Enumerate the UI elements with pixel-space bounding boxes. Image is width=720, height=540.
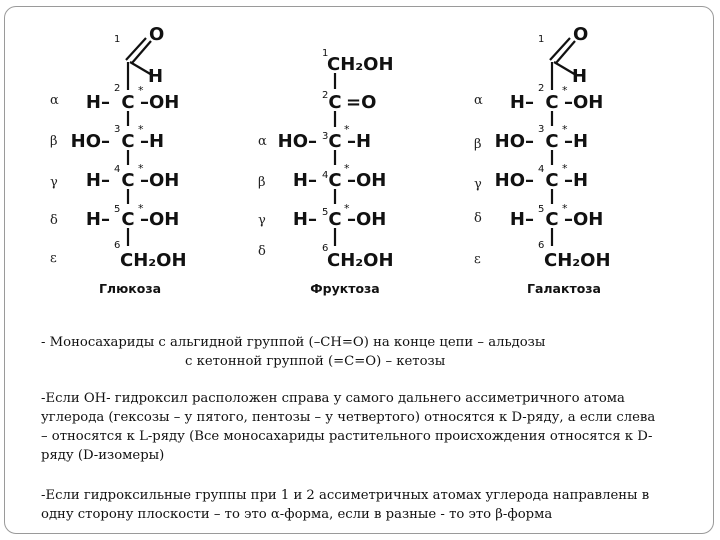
- chiral-star: *: [562, 202, 568, 215]
- carbon-number: 6: [322, 243, 329, 254]
- carbon-number: 3: [322, 131, 329, 142]
- greek-label: γ: [474, 177, 482, 192]
- greek-label: ε: [474, 252, 481, 267]
- carbon-number: 4: [322, 170, 329, 181]
- carbon-atom: C: [328, 92, 342, 113]
- chiral-star: *: [562, 162, 568, 175]
- chiral-star: *: [138, 84, 144, 97]
- substituent-right: –H: [564, 131, 589, 152]
- aldehyde-hydrogen: H: [148, 66, 164, 87]
- sugar-name: Фруктоза: [310, 281, 380, 296]
- carbon-number: 1: [322, 48, 329, 59]
- carbon-atom: C: [328, 131, 342, 152]
- substituent-right: –H: [347, 131, 372, 152]
- carbon-number: 4: [114, 164, 121, 175]
- carbon-atom: CH₂OH: [120, 250, 187, 271]
- carbon-number: 5: [114, 204, 121, 215]
- chiral-star: *: [138, 202, 144, 215]
- carbon-atom: CH₂OH: [544, 250, 611, 271]
- substituent-right: –OH: [347, 209, 387, 230]
- note-dl-series-line4: ряду (D-изомеры): [41, 448, 165, 463]
- note-dl-series-line1: -Если OH- гидроксил расположен справа у самого дальнего ассиметричного атома: [41, 391, 625, 406]
- greek-label: β: [50, 134, 58, 149]
- chiral-star: *: [344, 162, 350, 175]
- greek-label: δ: [50, 213, 58, 228]
- substituent-left: HO–: [494, 170, 534, 191]
- greek-label: α: [258, 134, 267, 149]
- greek-label: β: [258, 175, 266, 190]
- carbon-number: 2: [538, 83, 545, 94]
- chiral-star: *: [562, 123, 568, 136]
- sugar-name: Глюкоза: [98, 281, 162, 296]
- substituent-right: –OH: [140, 209, 180, 230]
- carbon-number: 5: [538, 204, 545, 215]
- substituent-left: H–: [509, 209, 534, 230]
- greek-label: γ: [50, 175, 58, 190]
- carbon-atom: C: [545, 92, 559, 113]
- substituent-right: –H: [140, 131, 165, 152]
- greek-label: α: [50, 93, 59, 108]
- substituent-right: –H: [564, 170, 589, 191]
- greek-label: α: [474, 93, 483, 108]
- chiral-star: *: [344, 202, 350, 215]
- carbon-number: 4: [538, 164, 545, 175]
- substituent-left: H–: [509, 92, 534, 113]
- carbon-atom: CH₂OH: [327, 250, 394, 271]
- carbon-number: 5: [322, 207, 329, 218]
- substituent-right: –OH: [347, 170, 387, 191]
- carbon-atom: C: [545, 170, 559, 191]
- glucose-structure: [50, 24, 187, 296]
- chiral-star: *: [138, 123, 144, 136]
- greek-label: ε: [50, 251, 57, 266]
- substituent-right: –OH: [140, 170, 180, 191]
- substituent-left: HO–: [70, 131, 110, 152]
- chiral-star: *: [562, 84, 568, 97]
- chiral-star: *: [344, 123, 350, 136]
- aldehyde-oxygen: O: [573, 24, 589, 45]
- substituent-left: HO–: [494, 131, 534, 152]
- substituent-left: H–: [292, 209, 317, 230]
- carbon-number: 1: [538, 34, 545, 45]
- carbon-number: 3: [114, 124, 121, 135]
- substituent-left: H–: [85, 209, 110, 230]
- carbon-atom: C: [121, 131, 135, 152]
- carbon-atom: C: [328, 209, 342, 230]
- aldehyde-oxygen: O: [149, 24, 165, 45]
- fructose-structure: [258, 48, 394, 296]
- note-dl-series-line2: углерода (гексозы – у пятого, пентозы – у четвертого) относятся к D-ряду, а если слева: [41, 410, 656, 425]
- greek-label: γ: [258, 213, 266, 228]
- substituent-right: –OH: [564, 209, 604, 230]
- carbon-atom: C: [121, 170, 135, 191]
- chiral-star: *: [138, 162, 144, 175]
- carbon-atom: C: [545, 131, 559, 152]
- substituent-left: H–: [85, 170, 110, 191]
- greek-label: β: [474, 137, 482, 152]
- greek-label: δ: [258, 244, 266, 259]
- substituent-left: HO–: [277, 131, 317, 152]
- note-aldoses: - Моносахариды с альгидной группой (–CH=O) на конце цепи – альдозы: [41, 335, 546, 350]
- substituent-left: H–: [85, 92, 110, 113]
- substituent-right: –OH: [564, 92, 604, 113]
- note-ketoses: с кетонной группой (=C=O) – кетозы: [185, 354, 446, 369]
- carbon-atom: C: [121, 209, 135, 230]
- carbon-atom: CH₂OH: [327, 54, 394, 75]
- note-alpha-beta-line1: -Если гидроксильные группы при 1 и 2 ассиметричных атомах углерода направлены в: [41, 488, 650, 503]
- carbon-atom: C: [328, 170, 342, 191]
- carbon-number: 1: [114, 34, 121, 45]
- note-alpha-beta-line2: одну сторону плоскости – то это α-форма, если в разные - то это β-форма: [41, 507, 553, 522]
- sugar-name: Галактоза: [526, 281, 602, 296]
- carbon-number: 6: [538, 240, 545, 251]
- carbon-number: 2: [114, 83, 121, 94]
- carbon-number: 2: [322, 90, 329, 101]
- note-dl-series-line3: – относятся к L-ряду (Все моносахариды растительного происхождения относятся к D-: [41, 429, 653, 444]
- greek-label: δ: [474, 211, 482, 226]
- carbon-number: 3: [538, 124, 545, 135]
- substituent-right: –OH: [140, 92, 180, 113]
- carbon-atom: C: [121, 92, 135, 113]
- substituent-left: H–: [292, 170, 317, 191]
- galactose-structure: [474, 24, 611, 296]
- carbon-atom: C: [545, 209, 559, 230]
- aldehyde-hydrogen: H: [572, 66, 588, 87]
- carbon-number: 6: [114, 240, 121, 251]
- substituent-right: =O: [346, 92, 377, 113]
